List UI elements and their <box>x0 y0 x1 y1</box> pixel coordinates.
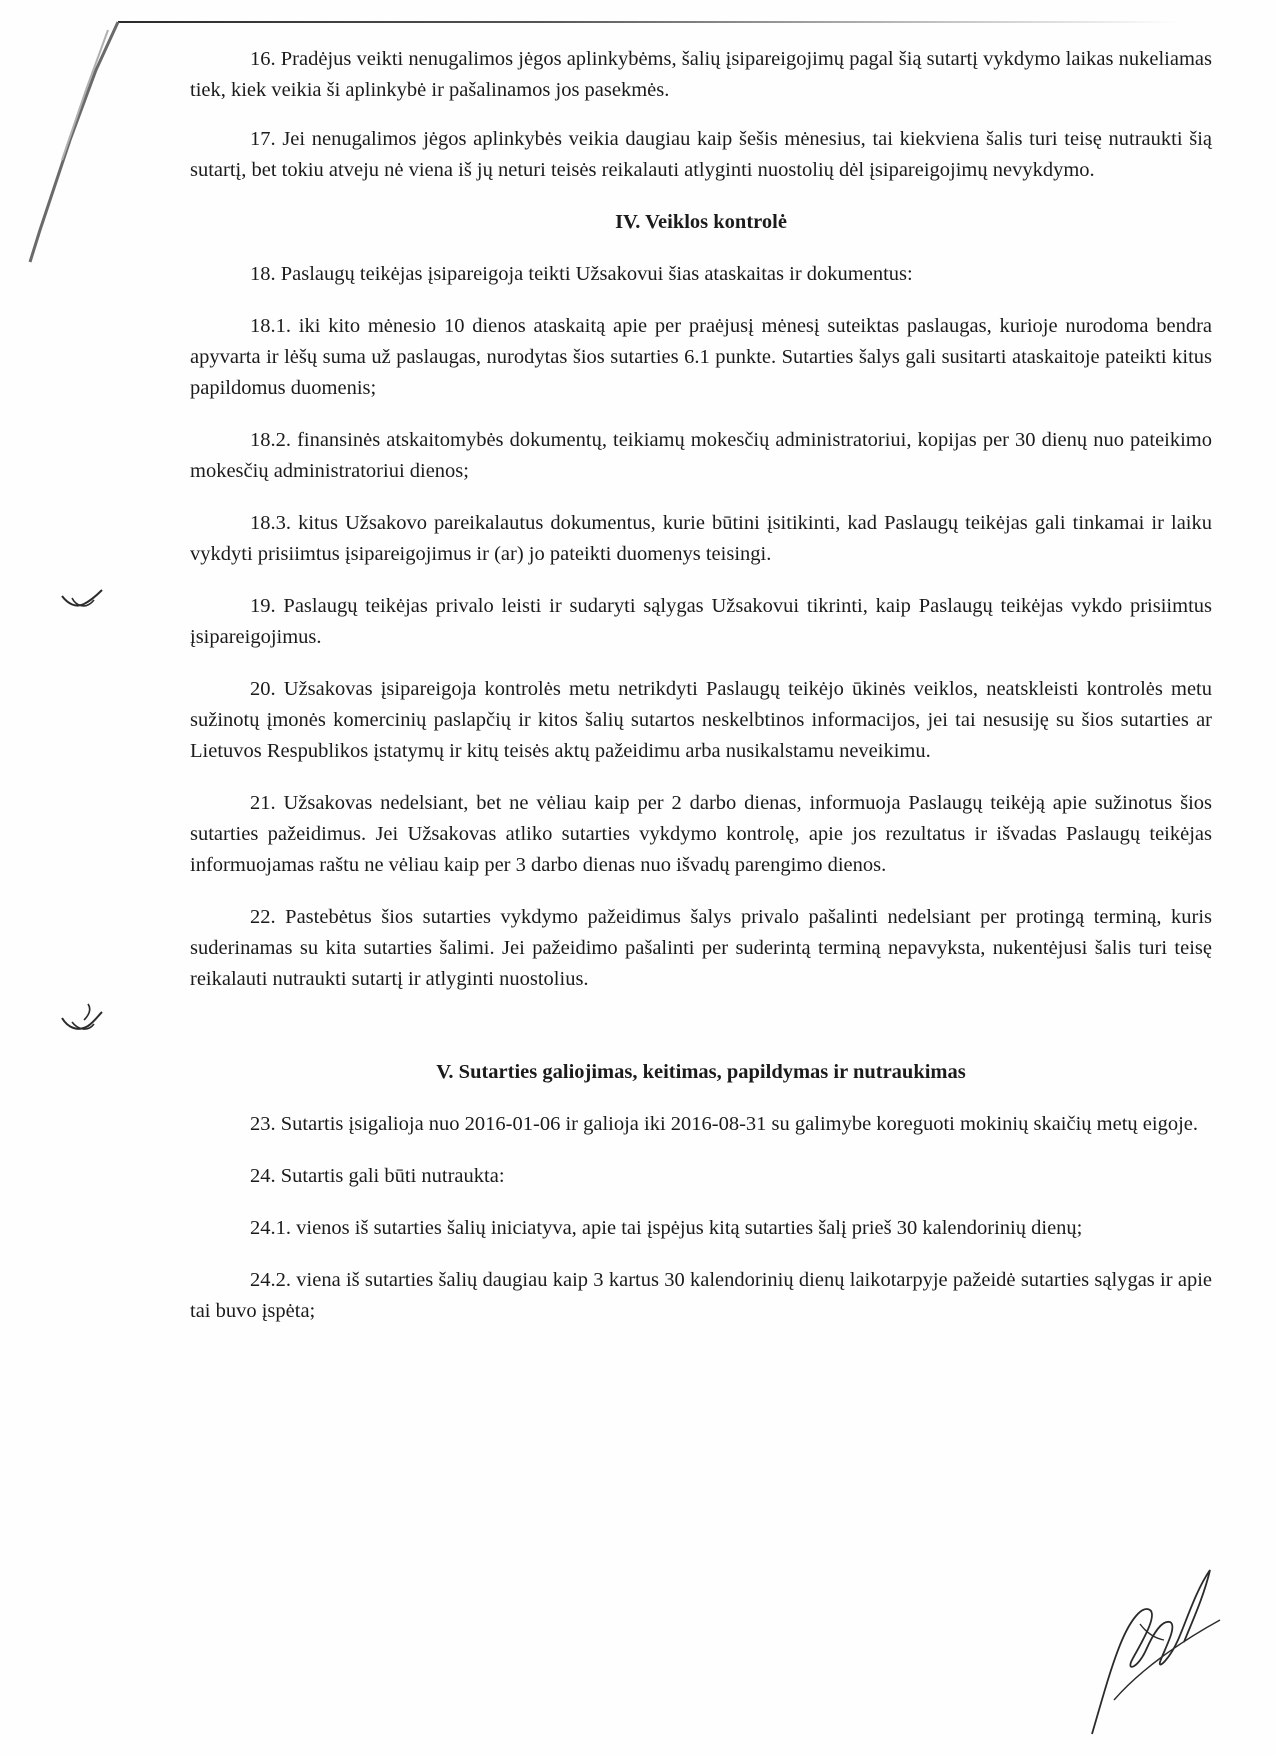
margin-initials-icon <box>58 582 108 622</box>
scan-edge-left <box>0 0 140 270</box>
clause-18-3 <box>190 508 1212 570</box>
clause-number: 24.2. <box>250 1269 291 1291</box>
clause-20 <box>190 674 1212 767</box>
section-iv-title: IV. Veiklos kontrolė <box>615 211 787 233</box>
clause-number: 22. <box>250 906 276 928</box>
clause-24-2 <box>190 1265 1212 1327</box>
clause-text: Pradėjus veikti nenugalimos jėgos aplinkybėms, šalių įsipareigojimų pagal šią sutartį vykdymo laikas nukeliamas tiek, kiek veikia ši aplinkybė ir pašalinamos jos pasekmės. <box>190 48 1212 101</box>
clause-text: iki kito mėnesio 10 dienos ataskaitą apie per praėjusį mėnesį suteiktas paslaugas, kurioje nurodoma bendra apyvarta ir lėšų suma už paslaugas, nurodytas šios sutarties 6.1 punkte. Sutarties šalys gali susitarti ataskaitoje pateikti kitus papildomus duomenis; <box>190 315 1213 399</box>
clause-text: Paslaugų teikėjas įsipareigoja teikti Užsakovui šias ataskaitas ir dokumentus: <box>280 263 913 285</box>
clause-text: Paslaugų teikėjas privalo leisti ir sudaryti sąlygas Užsakovui tikrinti, kaip Paslaugų teikėjas vykdo prisiimtus įsipareigojimus. <box>190 595 1212 648</box>
clause-number: 20. <box>250 678 276 700</box>
clause-number: 17. <box>250 128 276 150</box>
clause-text: vienos iš sutarties šalių iniciatyva, apie tai įspėjus kitą sutarties šalį prieš 30 kalendorinių dienų; <box>296 1217 1083 1239</box>
clause-number: 18.1. <box>250 315 291 337</box>
clause-number: 24.1. <box>250 1217 291 1239</box>
clause-number: 21. <box>250 792 276 814</box>
signature-icon <box>1080 1550 1230 1740</box>
clause-17 <box>190 124 1212 186</box>
clause-number: 19. <box>250 595 276 617</box>
margin-initials-icon <box>58 1002 108 1042</box>
section-v-title: V. Sutarties galiojimas, keitimas, papildymas ir nutraukimas <box>436 1061 966 1083</box>
clause-text: Pastebėtus šios sutarties vykdymo pažeidimus šalys privalo pašalinti nedelsiant per protingą terminą, kuris suderinamas su kita sutarties šalimi. Jei pažeidimo pašalinti per suderintą terminą nepavyksta, nukentėjusi šalis turi teisę reikalauti nutraukti sutartį ir atlyginti nuostolius. <box>190 906 1213 990</box>
clause-text: Sutartis įsigalioja nuo 2016-01-06 ir galioja iki 2016-08-31 su galimybe koreguoti mokinių skaičių metų eigoje. <box>280 1113 1198 1135</box>
clause-number: 24. <box>250 1165 276 1187</box>
clause-23 <box>190 1109 1212 1140</box>
clause-18-2 <box>190 425 1212 487</box>
clause-text: Užsakovas nedelsiant, bet ne vėliau kaip per 2 darbo dienas, informuoja Paslaugų teikėją apie sužinotus šios sutarties pažeidimus. Jei Užsakovas atliko sutarties vykdymo kontrolę, apie jos rezultatus ir išvadas Paslaugų teikėjas informuojamas raštu ne vėliau kaip per 3 darbo dienas nuo išvadų parengimo dienos. <box>190 792 1212 876</box>
clause-number: 16. <box>250 48 276 70</box>
clause-18 <box>190 259 1212 290</box>
scan-edge-top <box>118 21 1178 23</box>
clause-24 <box>190 1161 1212 1192</box>
clause-18-1 <box>190 311 1212 404</box>
clause-text: kitus Užsakovo pareikalautus dokumentus, kurie būtini įsitikinti, kad Paslaugų teikėjas gali tinkamai ir laiku vykdyti prisiimtus įsipareigojimus ir (ar) jo pateikti duomenys teisingi. <box>190 512 1212 565</box>
clause-22 <box>190 902 1212 995</box>
clause-text: finansinės atskaitomybės dokumentų, teikiamų mokesčių administratoriui, kopijas per 30 dienų nuo pateikimo mokesčių administratoriui dienos; <box>190 429 1213 482</box>
clause-24-1 <box>190 1213 1212 1244</box>
clause-number: 18. <box>250 263 276 285</box>
clause-text: viena iš sutarties šalių daugiau kaip 3 kartus 30 kalendorinių dienų laikotarpyje pažeidė sutarties sąlygas ir apie tai buvo įspėta; <box>190 1269 1213 1322</box>
clause-text: Jei nenugalimos jėgos aplinkybės veikia daugiau kaip šešis mėnesius, tai kiekviena šalis turi teisę nutraukti šią sutartį, bet tokiu atveju nė viena iš jų neturi teisės reikalauti atlyginti nuostolių dėl įsipareigojimų nevykdymo. <box>190 128 1212 181</box>
clause-text: Užsakovas įsipareigoja kontrolės metu netrikdyti Paslaugų teikėjo ūkinės veiklos, neatskleisti kontrolės metu sužinotų įmonės komercinių paslapčių ir kitos šalių sutartos neskelbtinos informacijos, jei tai nesusiję su šios sutarties ar Lietuvos Respublikos įstatymų ir kitų teisės aktų pažeidimu arba nusikalstamu neveikimu. <box>190 678 1213 762</box>
clause-19 <box>190 591 1212 653</box>
document-page <box>190 44 1212 1327</box>
clause-text: Sutartis gali būti nutraukta: <box>280 1165 505 1187</box>
clause-number: 18.3. <box>250 512 291 534</box>
clause-number: 18.2. <box>250 429 291 451</box>
clause-21 <box>190 788 1212 881</box>
clause-number: 23. <box>250 1113 276 1135</box>
clause-16 <box>190 44 1212 106</box>
